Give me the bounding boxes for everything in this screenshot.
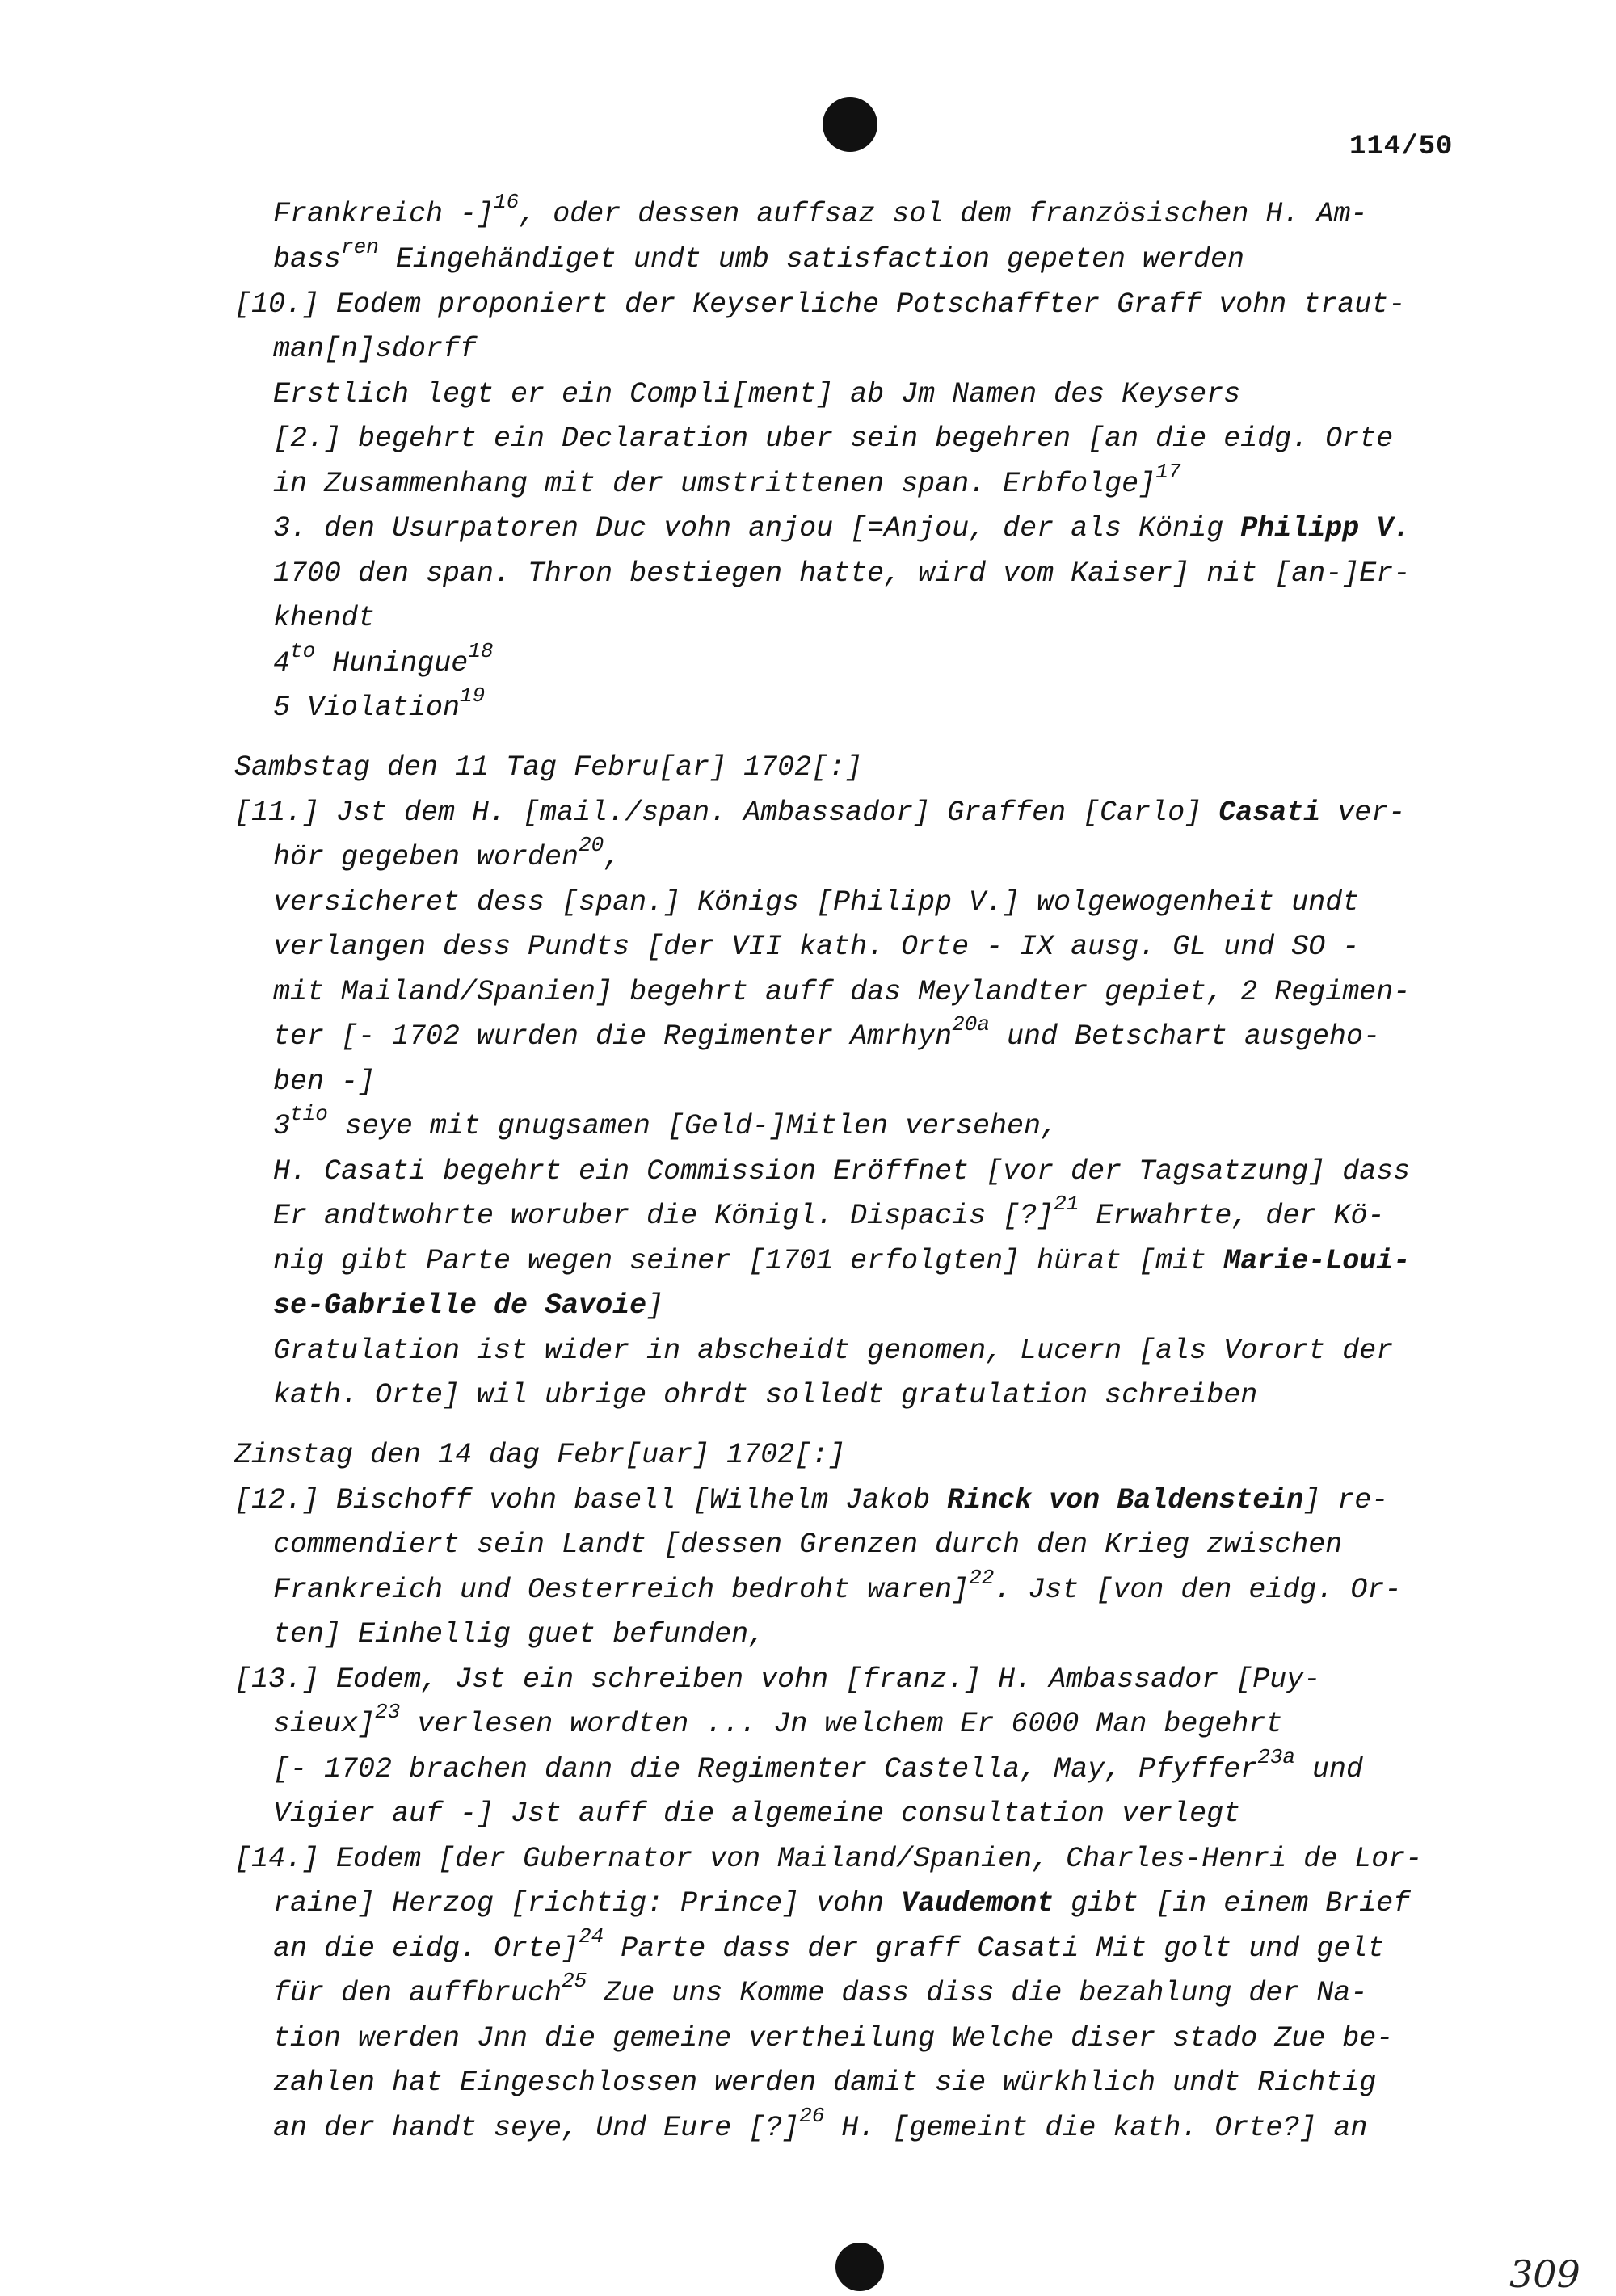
text-line <box>273 833 621 873</box>
text-line: [2.] begehrt ein Declaration uber sein begehren [an die eidg. Orte <box>273 423 1394 455</box>
text-line <box>273 460 1181 500</box>
person-name: Casati <box>1218 797 1321 829</box>
text-line <box>273 1192 1385 1232</box>
date-heading: Sambstag den 11 Tag Febru[ar] 1702[:] <box>234 751 863 784</box>
text-run: Frankreich und Oesterreich bedroht waren] <box>273 1574 970 1606</box>
text-line: H. Casati begehrt ein Commission Eröffnet [vor der Tagsatzung] dass <box>273 1155 1411 1188</box>
text-line <box>234 1484 1388 1516</box>
text-line: zahlen hat Eingeschlossen werden damit sie würkhlich undt Richtig <box>273 2067 1377 2099</box>
text-line: tion werden Jnn die gemeine vertheilung Welche diser stado Zue be- <box>273 2022 1394 2054</box>
text-run: . Jst [von den eidg. Or- <box>994 1574 1402 1606</box>
superscript: tio <box>290 1102 328 1127</box>
footnote-ref: 23 <box>375 1700 401 1725</box>
text-run: bass <box>273 243 342 275</box>
text-run: sieux] <box>273 1708 376 1740</box>
footnote-ref: 18 <box>468 639 494 664</box>
person-name: Rinck von Baldenstein <box>947 1484 1304 1516</box>
text-run: H. [gemeint die kath. Orte?] an <box>824 2112 1368 2144</box>
handwritten-folio-number: 309 <box>1509 2252 1580 2296</box>
text-line: [10.] Eodem proponiert der Keyserliche Potschaffter Graff vohn traut- <box>234 288 1406 321</box>
text-line: Gratulation ist wider in abscheidt genomen, Lucern [als Vorort der <box>273 1335 1394 1367</box>
text-line <box>234 797 1405 829</box>
footnote-ref: 19 <box>460 683 486 709</box>
footnote-ref: 24 <box>579 1924 604 1949</box>
text-line <box>273 1289 663 1322</box>
text-run: raine] Herzog [richtig: Prince] vohn <box>273 1887 902 1920</box>
text-run: ] <box>646 1289 664 1322</box>
text-run: seye mit gnugsamen [Geld-]Mitlen versehen, <box>327 1110 1058 1142</box>
person-name: se-Gabrielle de Savoie <box>273 1289 647 1322</box>
text-line <box>273 512 1410 545</box>
text-line: mit Mailand/Spanien] begehrt auff das Meylandter gepiet, 2 Regimen- <box>273 976 1411 1008</box>
text-line <box>273 683 486 724</box>
text-line: kath. Orte] wil ubrige ohrdt solledt gratulation schreiben <box>273 1379 1258 1411</box>
text-run: Huningue <box>315 647 469 679</box>
page-reference: 114/50 <box>1349 132 1454 162</box>
text-run: ver- <box>1320 797 1406 829</box>
text-run: 3 <box>273 1110 291 1142</box>
text-run: Eingehändiget undt umb satisfaction gepeten werden <box>378 243 1245 275</box>
footnote-ref: 22 <box>969 1566 995 1591</box>
text-line: verlangen dess Pundts [der VII kath. Orte - IX ausg. GL und SO - <box>273 931 1360 963</box>
footnote-ref: 17 <box>1155 460 1181 485</box>
text-run: an der handt seye, Und Eure [?] <box>273 2112 800 2144</box>
text-line: versicheret dess [span.] Königs [Philipp V.] wolgewogenheit undt <box>273 886 1360 919</box>
text-line: ten] Einhellig guet befunden, <box>273 1618 766 1651</box>
footnote-ref: 16 <box>494 190 520 215</box>
text-line: commendiert sein Landt [dessen Grenzen durch den Krieg zwischen <box>273 1529 1343 1561</box>
text-run: und <box>1295 1753 1364 1785</box>
text-line: Erstlich legt er ein Compli[ment] ab Jm Namen des Keysers <box>273 378 1241 410</box>
text-line <box>273 2104 1368 2144</box>
date-heading: Zinstag den 14 dag Febr[uar] 1702[:] <box>234 1439 846 1471</box>
text-line <box>273 1745 1364 1785</box>
text-run: für den auffbruch <box>273 1977 562 2009</box>
text-run: nig gibt Parte wegen seiner [1701 erfolgten] hürat [mit <box>273 1245 1224 1277</box>
text-run: gibt [in einem Brief <box>1054 1887 1411 1920</box>
text-run: an die eidg. Orte] <box>273 1932 579 1965</box>
text-line <box>273 1102 1058 1142</box>
text-line: [13.] Eodem, Jst ein schreiben vohn [franz.] H. Ambassador [Puy- <box>234 1663 1321 1696</box>
text-run: 4 <box>273 647 291 679</box>
text-run: und Betschart ausgeho- <box>989 1020 1381 1053</box>
footnote-ref: 23a <box>1257 1745 1296 1770</box>
text-run: Er andtwohrte woruber die Königl. Dispacis [?] <box>273 1200 1054 1232</box>
text-line <box>273 1924 1385 1965</box>
text-run: Parte dass der graff Casati Mit golt und gelt <box>604 1932 1385 1965</box>
text-run: , <box>604 841 621 873</box>
footnote-ref: 26 <box>799 2104 825 2129</box>
punch-hole-top <box>823 97 877 152</box>
superscript: ren <box>341 235 379 260</box>
text-line: man[n]sdorff <box>273 333 478 365</box>
text-line <box>273 1012 1381 1053</box>
text-run: ] re- <box>1303 1484 1389 1516</box>
punch-hole-bottom <box>835 2243 884 2291</box>
text-line: khendt <box>273 602 376 634</box>
text-run: Erwahrte, der Kö- <box>1079 1200 1385 1232</box>
person-name: Philipp V. <box>1240 512 1411 545</box>
text-line: Vigier auf -] Jst auff die algemeine consultation verlegt <box>273 1798 1241 1830</box>
text-line: ben -] <box>273 1066 376 1098</box>
text-run: [12.] Bischoff vohn basell [Wilhelm Jakob <box>234 1484 948 1516</box>
footnote-ref: 25 <box>562 1969 587 1994</box>
text-line <box>273 1887 1410 1920</box>
text-line <box>273 190 1368 230</box>
footnote-ref: 20a <box>952 1012 990 1037</box>
text-line: 1700 den span. Thron bestiegen hatte, wird vom Kaiser] nit [an-]Er- <box>273 557 1411 590</box>
text-line <box>273 1969 1368 2009</box>
person-name: Marie-Loui- <box>1223 1245 1411 1277</box>
text-run: ter [- 1702 wurden die Regimenter Amrhyn <box>273 1020 953 1053</box>
text-line: [14.] Eodem [der Gubernator von Mailand/Spanien, Charles-Henri de Lor- <box>234 1843 1423 1875</box>
text-run: 3. den Usurpatoren Duc vohn anjou [=Anjou, der als König <box>273 512 1241 545</box>
text-run: verlesen wordten ... Jn welchem Er 6000 Man begehrt <box>400 1708 1283 1740</box>
person-name: Vaudemont <box>901 1887 1054 1920</box>
text-line <box>273 235 1245 275</box>
text-run: hör gegeben worden <box>273 841 579 873</box>
footnote-ref: 20 <box>579 833 604 858</box>
text-run: in Zusammenhang mit der umstrittenen span. Erbfolge] <box>273 468 1156 500</box>
footnote-ref: 21 <box>1054 1192 1079 1217</box>
text-line <box>273 639 494 679</box>
text-run: , oder dessen auffsaz sol dem französischen H. Am- <box>519 198 1368 230</box>
text-line <box>273 1566 1402 1606</box>
text-run: Frankreich -] <box>273 198 494 230</box>
text-line <box>273 1245 1410 1277</box>
text-run: Zue uns Komme dass diss die bezahlung der Na- <box>587 1977 1368 2009</box>
text-run: [- 1702 brachen dann die Regimenter Castella, May, Pfyffer <box>273 1753 1258 1785</box>
text-line <box>273 1700 1283 1740</box>
text-run: 5 Violation <box>273 692 461 724</box>
superscript: to <box>290 639 316 664</box>
text-run: [11.] Jst dem H. [mail./span. Ambassador] Graffen [Carlo] <box>234 797 1219 829</box>
